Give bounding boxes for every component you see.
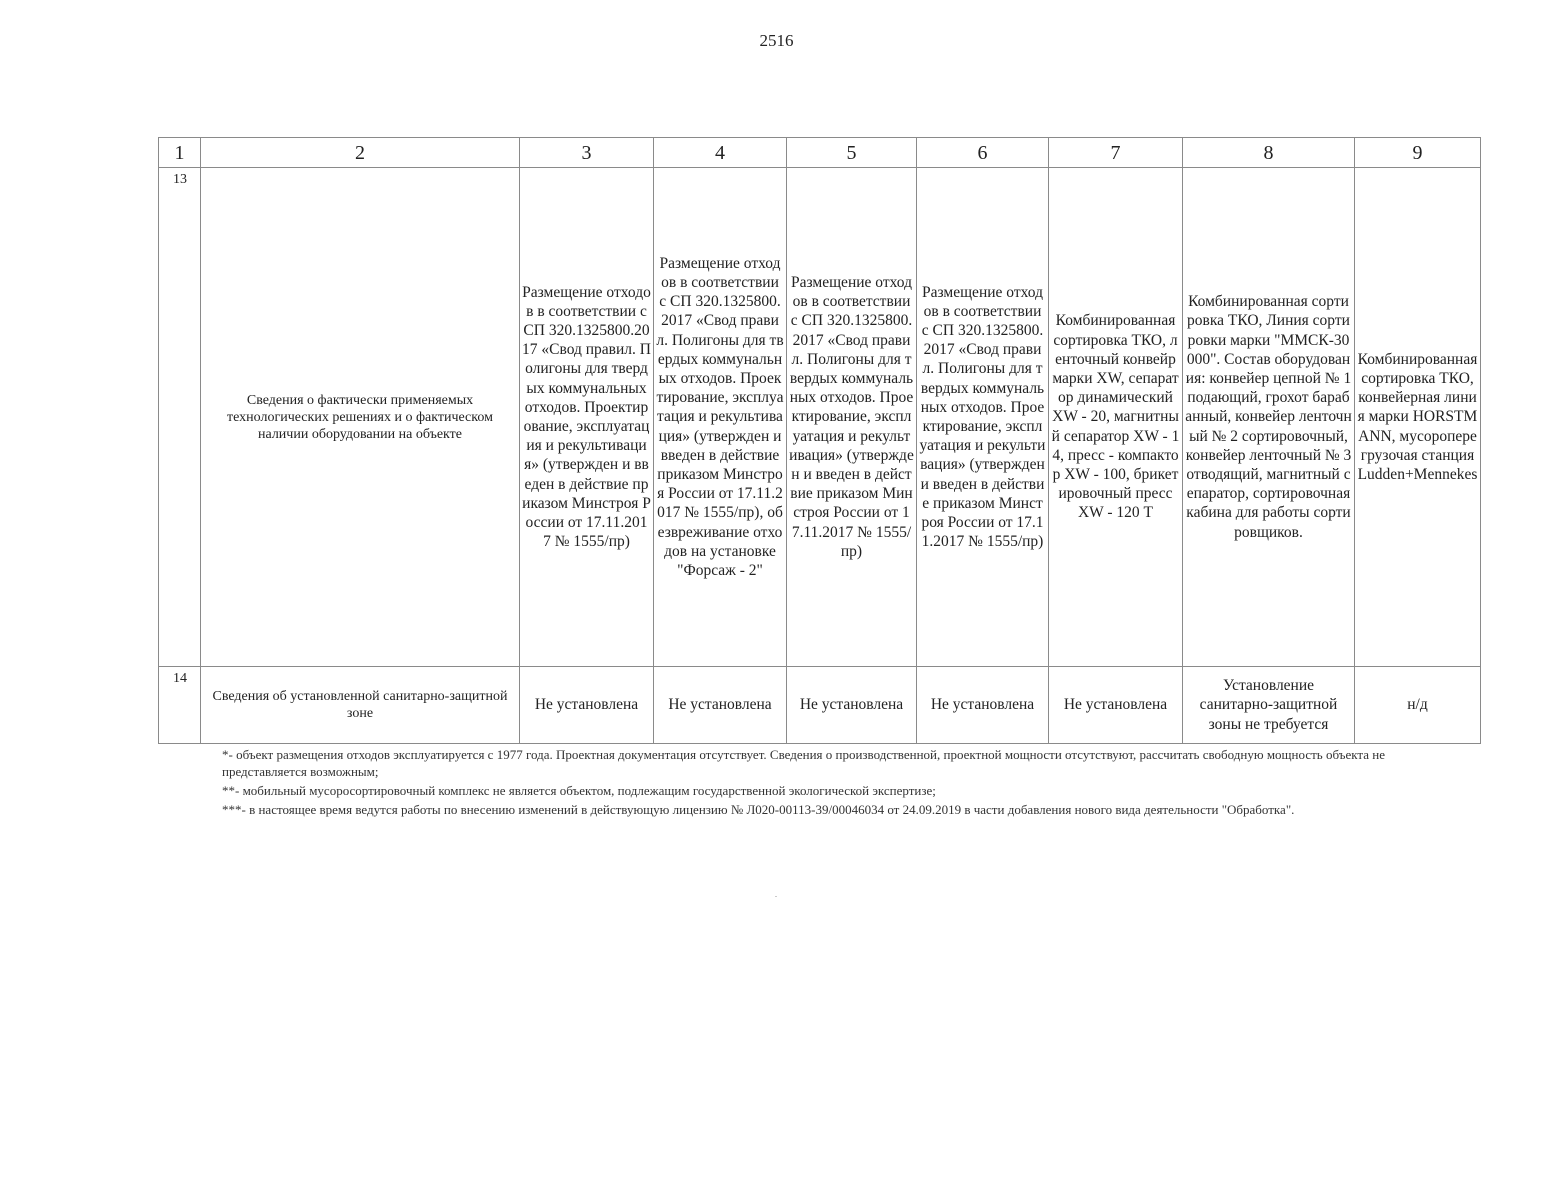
column-number: 8 xyxy=(1183,138,1355,168)
table-cell: Размещение отходов в соответствии с СП 320.1325800.2017 «Свод правил. Полигоны для твердых коммунальных отходов. Проектирование, эксплуатация и рекультивация» (утвержден и введен в действие приказом Минстроя России от 17.11.2017 № 1555/пр), обезвреживание отходов на установке "Форсаж - 2" xyxy=(654,168,787,667)
column-number: 9 xyxy=(1355,138,1481,168)
table-cell: Размещение отходов в соответствии с СП 320.1325800.2017 «Свод правил. Полигоны для твердых коммунальных отходов. Проектирование, эксплуатация и рекультивация» (утвержден и введен в действие приказом Минстроя России от 17.11.2017 № 1555/пр) xyxy=(520,168,654,667)
footnote: *- объект размещения отходов эксплуатируется с 1977 года. Проектная документация отсутствует. Сведения о производственной, проектной мощности отсутствуют, рассчитать свободную мощность объекта не представляется возможным; xyxy=(222,747,1385,779)
footnote: ***- в настоящее время ведутся работы по внесению изменений в действующую лицензию № Л020-00113-39/00046034 от 24.09.2019 в части добавления нового вида деятельности "Обработка". xyxy=(222,802,1295,817)
row-number: 13 xyxy=(159,168,201,667)
table-cell: Не установлена xyxy=(654,667,787,744)
table-cell: Не установлена xyxy=(1049,667,1183,744)
row-label: Сведения о фактически применяемых технологических решениях и о фактическом наличии оборудовании на объекте xyxy=(201,168,520,667)
footnote: **- мобильный мусоросортировочный комплекс не является объектом, подлежащим государственной экологической экспертизе; xyxy=(222,783,936,798)
column-number: 6 xyxy=(917,138,1049,168)
column-number: 5 xyxy=(787,138,917,168)
table-cell: Размещение отходов в соответствии с СП 320.1325800.2017 «Свод правил. Полигоны для твердых коммунальных отходов. Проектирование, эксплуатация и рекультивация» (утвержден и введен в действие приказом Минстроя России от 17.11.2017 № 1555/пр) xyxy=(787,168,917,667)
column-number: 1 xyxy=(159,138,201,168)
column-number: 4 xyxy=(654,138,787,168)
column-number: 7 xyxy=(1049,138,1183,168)
data-table xyxy=(158,137,1481,744)
table-cell: Установление санитарно-защитной зоны не требуется xyxy=(1183,667,1355,744)
column-number: 2 xyxy=(201,138,520,168)
page-number: 2516 xyxy=(759,31,794,50)
table-header-row xyxy=(159,138,1481,168)
row-label: Сведения об установленной санитарно-защитной зоне xyxy=(201,667,520,744)
table-cell: Комбинированная сортировка ТКО, ленточный конвейр марки XW, сепаратор динамический XW - 20, магнитный сепаратор XW - 14, пресс - компактор XW - 100, брикетировочный пресс XW - 120 Т xyxy=(1049,168,1183,667)
table-cell: Не установлена xyxy=(787,667,917,744)
scan-mark: . xyxy=(775,890,777,899)
footnotes xyxy=(222,746,1402,820)
table-cell: Не установлена xyxy=(520,667,654,744)
table-row xyxy=(159,168,1481,667)
table-cell: Комбинированная сортировка ТКО, Линия сортировки марки "ММСК-30000". Состав оборудования: конвейер цепной № 1 подающий, грохот барабанный, конвейер ленточный № 2 сортировочный, конвейер ленточный № 3 отводящий, магнитный сепаратор, сортировочная кабина для работы сортировщиков. xyxy=(1183,168,1355,667)
table-row xyxy=(159,667,1481,744)
table-cell: Комбинированная сортировка ТКО, конвейерная линия марки HORSTMANN, мусороперегрузочая станция Ludden+Mennekes xyxy=(1355,168,1481,667)
row-number: 14 xyxy=(159,667,201,744)
table-cell: Не установлена xyxy=(917,667,1049,744)
column-number: 3 xyxy=(520,138,654,168)
table-cell: Размещение отходов в соответствии с СП 320.1325800.2017 «Свод правил. Полигоны для твердых коммунальных отходов. Проектирование, эксплуатация и рекультивация» (утвержден и введен в действие приказом Минстроя России от 17.11.2017 № 1555/пр) xyxy=(917,168,1049,667)
table-cell: н/д xyxy=(1355,667,1481,744)
